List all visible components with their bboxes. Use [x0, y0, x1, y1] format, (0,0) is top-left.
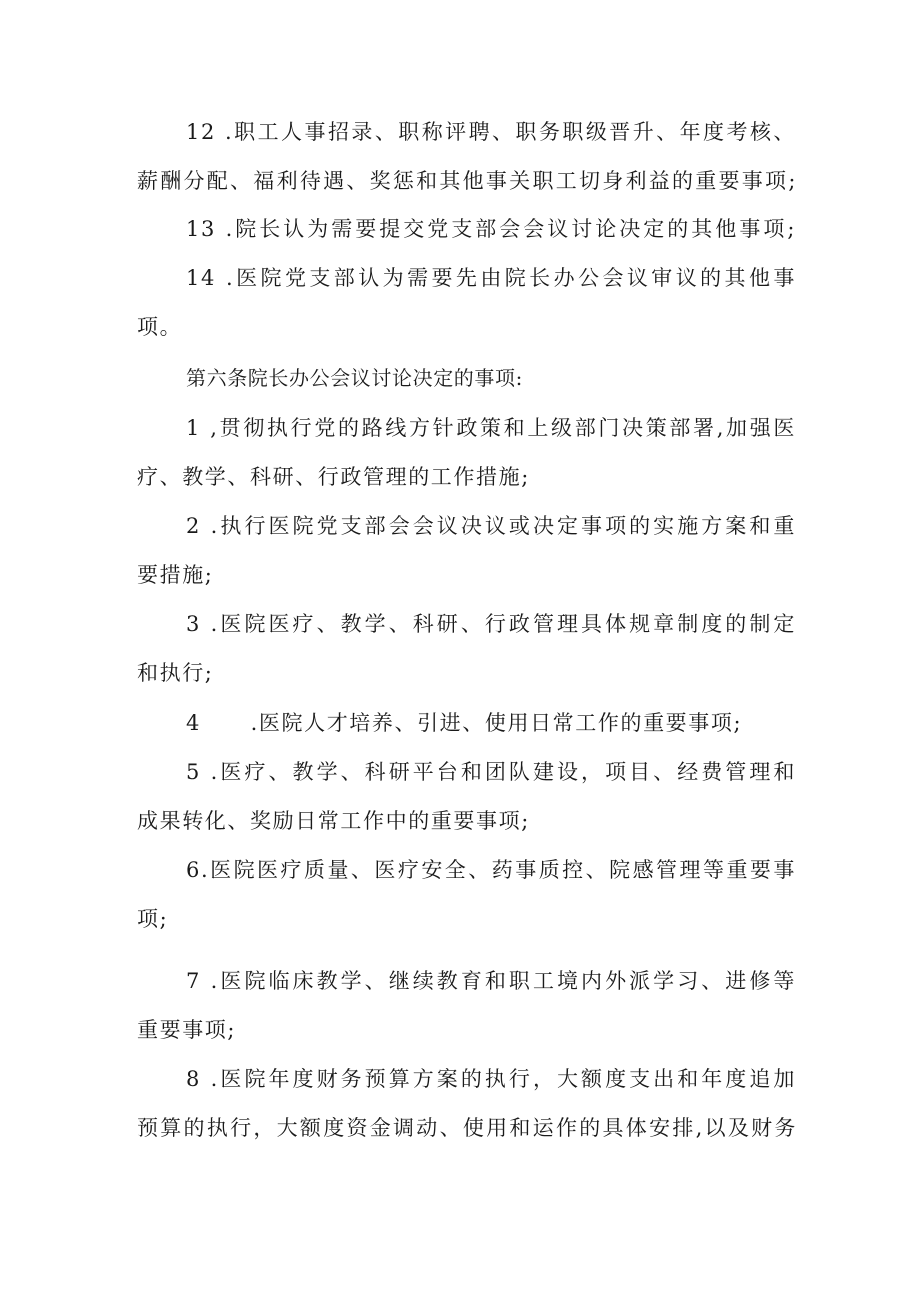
paragraph-line: 7 .医院临床教学、继续教育和职工境内外派学习、进修等 — [186, 969, 796, 993]
article-heading: 第六条院长办公会议讨论决定的事项: — [186, 366, 523, 390]
paragraph-line: 重要事项; — [137, 1018, 237, 1042]
paragraph-line: 12 .职工人事招录、职称评聘、职务职级晋升、年度考核、 — [186, 120, 796, 144]
paragraph-line: 4 .医院人才培养、引进、使用日常工作的重要事项; — [186, 711, 743, 735]
paragraph-line: 8 .医院年度财务预算方案的执行，大额度支出和年度追加 — [186, 1067, 796, 1091]
paragraph-line: 薪酬分配、福利待遇、奖惩和其他事关职工切身利益的重要事项; — [137, 169, 797, 193]
paragraph-line: 成果转化、奖励日常工作中的重要事项; — [137, 809, 530, 833]
paragraph-line: 5 .医疗、教学、科研平台和团队建设，项目、经费管理和 — [186, 760, 796, 784]
paragraph-line: 预算的执行，大额度资金调动、使用和运作的具体安排,以及财务 — [137, 1116, 797, 1140]
paragraph-line: 6.医院医疗质量、医疗安全、药事质控、院感管理等重要事 — [186, 858, 796, 882]
paragraph-line: 3 .医院医疗、教学、科研、行政管理具体规章制度的制定 — [186, 612, 796, 636]
paragraph-line: 13 .院长认为需要提交党支部会会议讨论决定的其他事项; — [186, 217, 796, 241]
paragraph-line: 要措施; — [137, 563, 214, 587]
paragraph-line: 疗、教学、科研、行政管理的工作措施; — [137, 465, 530, 489]
paragraph-line: 项。 — [137, 315, 183, 339]
paragraph-line: 和执行; — [137, 661, 214, 685]
paragraph-line: 2 .执行医院党支部会会议决议或决定事项的实施方案和重 — [186, 514, 796, 538]
paragraph-line: 1 ,贯彻执行党的路线方针政策和上级部门决策部署,加强医 — [186, 416, 796, 440]
paragraph-line: 14 .医院党支部认为需要先由院长办公会议审议的其他事 — [186, 266, 796, 290]
paragraph-line: 项; — [137, 907, 169, 931]
